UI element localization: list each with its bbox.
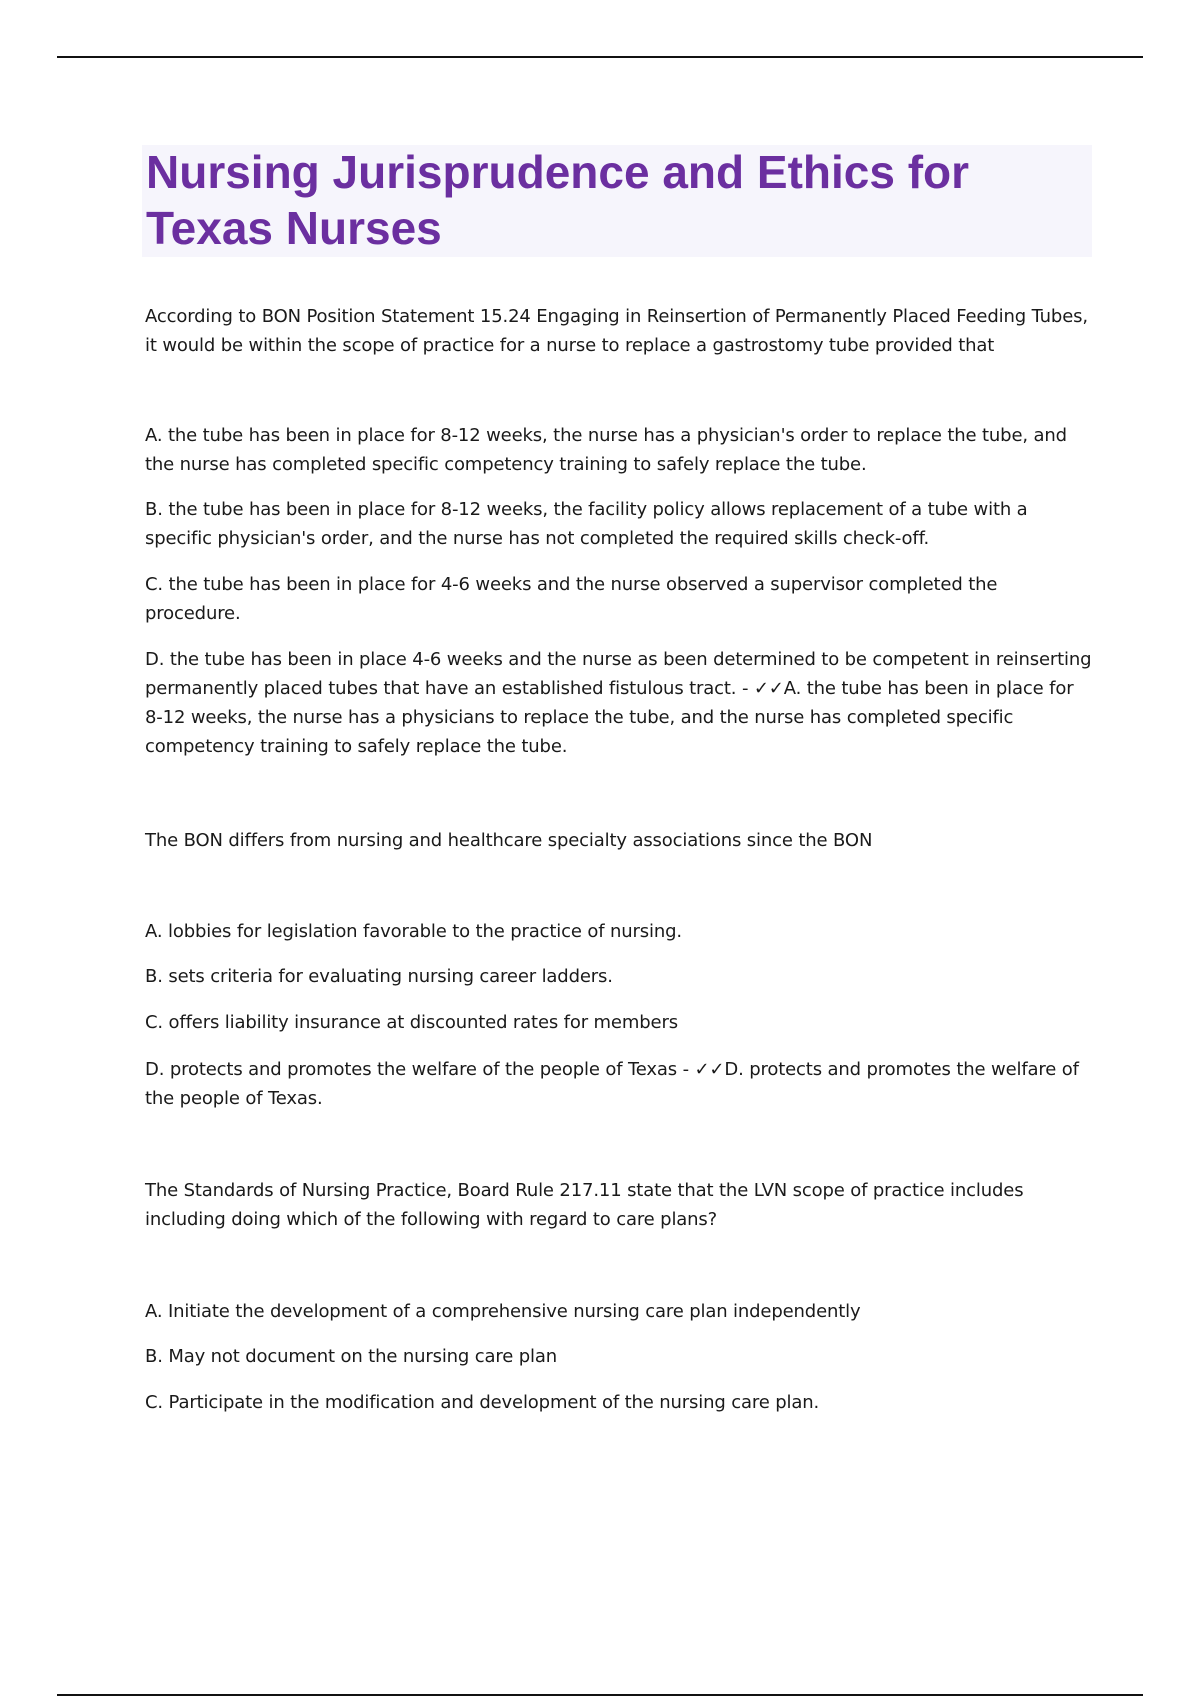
top-rule (57, 56, 1143, 58)
question-2-option-d-answer: D. protects and promotes the welfare of the people of Texas - ✓✓D. protects and promotes the welfare of the people of Texas. (145, 1059, 1079, 1109)
question-2-text: The BON differs from nursing and healthcare specialty associations since the BON (145, 830, 873, 851)
question-3-option-c: C. Participate in the modification and development of the nursing care plan. (145, 1392, 820, 1413)
question-1-option-c: C. the tube has been in place for 4-6 weeks and the nurse observed a supervisor completed the procedure. (145, 574, 998, 624)
question-2-option-b: B. sets criteria for evaluating nursing career ladders. (145, 966, 613, 987)
question-1-option-d-answer: D. the tube has been in place 4-6 weeks and the nurse as been determined to be competent in reinserting permanently placed tubes that have an established fistulous tract. - ✓✓A. the tube has been in place for 8-12 weeks, the nurse has a physicians to replace the tube, and the nurse has completed specific competency training to safely replace the tube. (145, 649, 1092, 757)
question-2-option-a: A. lobbies for legislation favorable to the practice of nursing. (145, 921, 682, 942)
question-2-option-c: C. offers liability insurance at discounted rates for members (145, 1012, 678, 1033)
question-3-option-a: A. Initiate the development of a comprehensive nursing care plan independently (145, 1301, 861, 1322)
page-title (146, 144, 1066, 256)
page-title-line-2: Texas Nurses (146, 202, 442, 254)
page-title-line-1: Nursing Jurisprudence and Ethics for (146, 146, 970, 198)
question-1-text: According to BON Position Statement 15.24 Engaging in Reinsertion of Permanently Placed Feeding Tubes, it would be within the scope of practice for a nurse to replace a gastrostomy tube provided that (145, 306, 1088, 356)
question-1-option-b: B. the tube has been in place for 8-12 weeks, the facility policy allows replacement of a tube with a specific physician's order, and the nurse has not completed the required skills check-off. (145, 499, 1028, 549)
question-1-option-a: A. the tube has been in place for 8-12 weeks, the nurse has a physician's order to replace the tube, and the nurse has completed specific competency training to safely replace the tube. (145, 425, 1067, 475)
question-3-text: The Standards of Nursing Practice, Board Rule 217.11 state that the LVN scope of practice includes including doing which of the following with regard to care plans? (145, 1180, 1024, 1230)
bottom-rule (57, 1694, 1143, 1696)
question-3-option-b: B. May not document on the nursing care plan (145, 1346, 558, 1367)
